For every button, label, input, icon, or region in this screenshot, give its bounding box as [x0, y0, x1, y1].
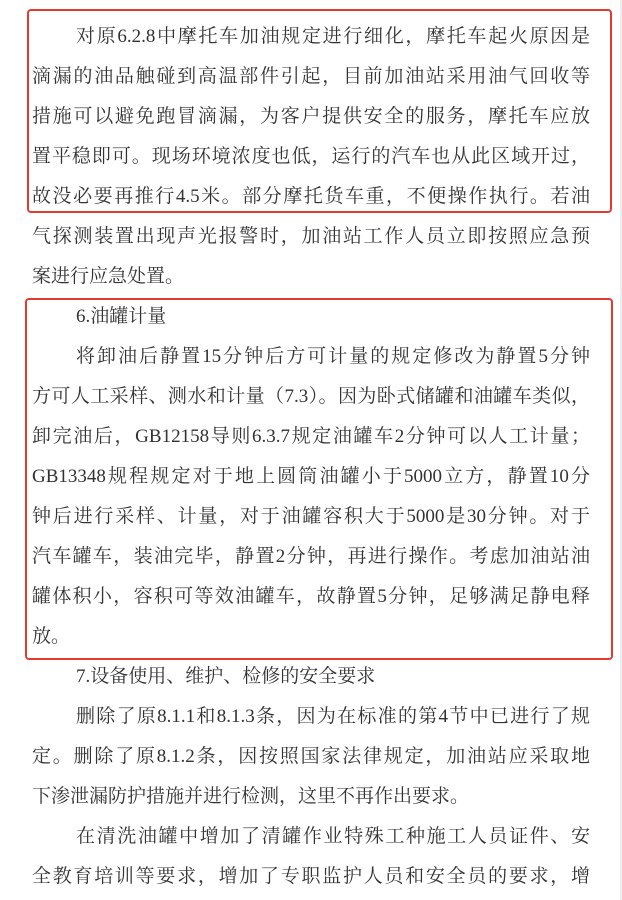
text-line-13: 钟后进行采样、计量，对于油罐容积大于5000是30分钟。对于 — [32, 506, 590, 527]
text-line-12: GB13348规程规定对于地上圆筒油罐小于5000立方，静置10分 — [32, 466, 590, 487]
text-line-05: 故没必要再推行4.5米。部分摩托货车重，不便操作执行。若油 — [32, 186, 590, 207]
text-line-20: 下渗泄漏防护措施并进行检测，这里不再作出要求。 — [32, 786, 470, 807]
text-line-07: 案进行应急处置。 — [32, 266, 185, 287]
text-line-15: 罐体积小，容积可等效油罐车，故静置5分钟，足够满足静电释 — [32, 586, 590, 607]
text-line-21: 在清洗油罐中增加了清罐作业特殊工种施工人员证件、安 — [76, 826, 590, 847]
text-line-18: 删除了原8.1.1和8.1.3条，因为在标准的第4节中已进行了规 — [76, 706, 590, 727]
text-line-11: 卸完油后，GB12158导则6.3.7规定油罐车2分钟可以人工计量； — [32, 426, 590, 447]
text-line-01: 对原6.2.8中摩托车加油规定进行细化，摩托车起火原因是 — [76, 26, 590, 47]
text-line-14: 汽车罐车，装油完毕，静置2分钟，再进行操作。考虑加油站油 — [32, 546, 590, 567]
text-line-04: 置平稳即可。现场环境浓度也低，运行的汽车也从此区域开过， — [32, 146, 590, 167]
document-text — [32, 17, 590, 897]
text-line-17-heading: 7.设备使用、维护、检修的安全要求 — [76, 666, 376, 687]
text-line-06: 气探测装置出现声光报警时，加油站工作人员立即按照应急预 — [32, 226, 590, 247]
text-line-19: 定。删除了原8.1.2条，因按照国家法律规定，加油站应采取地 — [32, 746, 590, 767]
text-line-08-heading: 6.油罐计量 — [76, 306, 167, 327]
text-line-09: 将卸油后静置15分钟后方可计量的规定修改为静置5分钟 — [76, 346, 590, 367]
text-line-16: 放。 — [32, 626, 71, 647]
text-line-03: 措施可以避免跑冒滴漏，为客户提供安全的服务，摩托车应放 — [32, 106, 590, 127]
text-line-22: 全教育培训等要求，增加了专职监护人员和安全员的要求，增 — [32, 866, 590, 887]
text-line-10: 方可人工采样、测水和计量（7.3）。因为卧式储罐和油罐车类似， — [32, 386, 590, 407]
text-line-02: 滴漏的油品触碰到高温部件引起，目前加油站采用油气回收等 — [32, 66, 590, 87]
